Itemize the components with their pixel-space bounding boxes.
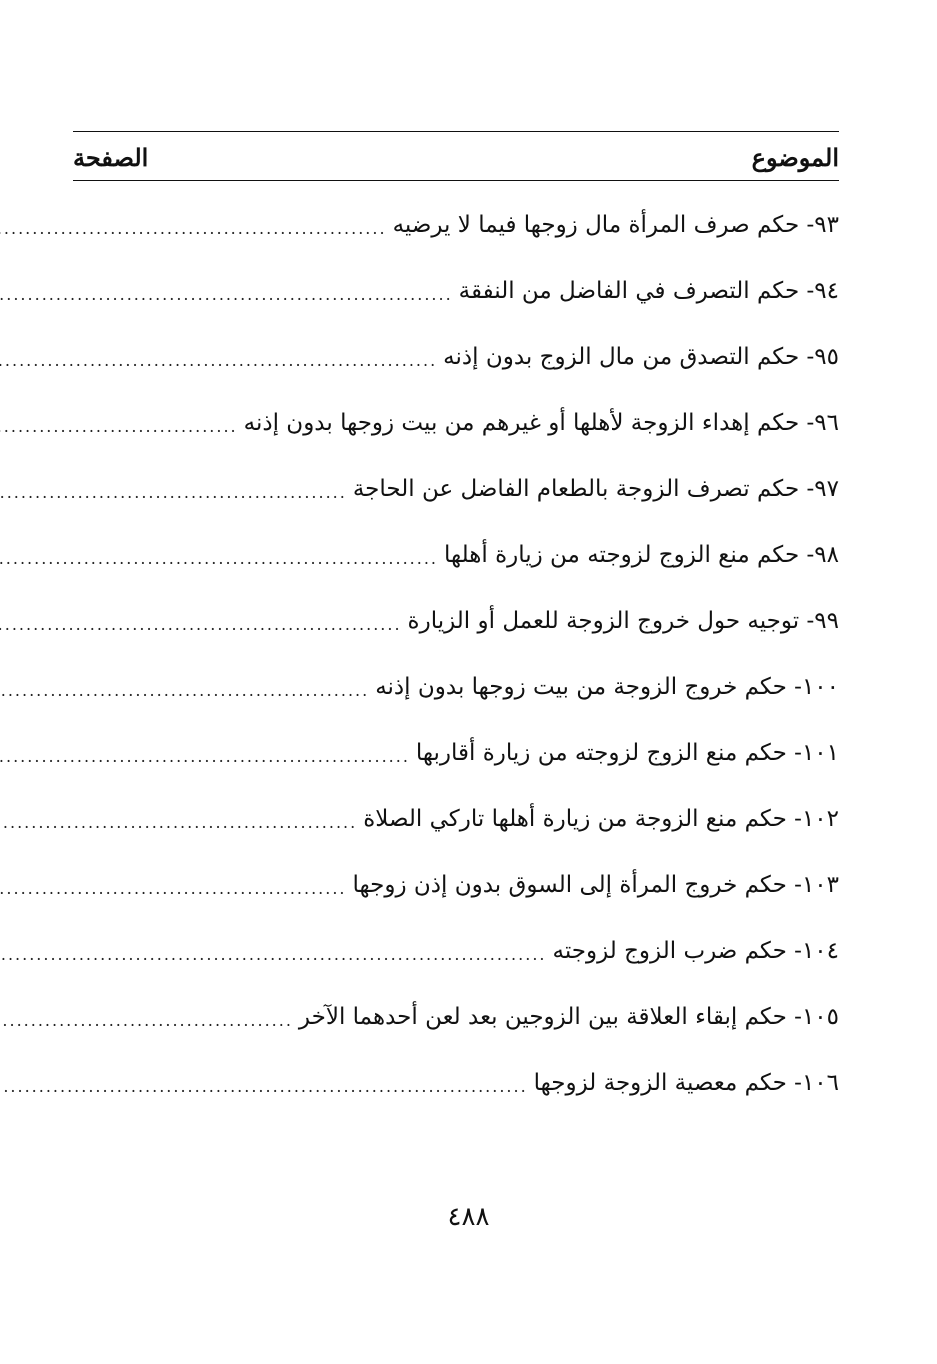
toc-entry-title: ٩٥- حكم التصدق من مال الزوج بدون إذنه — [443, 344, 839, 370]
toc-entry-title: ١٠٣- حكم خروج المرأة إلى السوق بدون إذن زوجها — [352, 872, 839, 898]
toc-entry — [73, 918, 839, 984]
toc-leader-dots — [0, 939, 546, 963]
toc-leader-dots — [0, 1071, 528, 1095]
toc-entry-title: ١٠٥- حكم إبقاء العلاقة بين الزوجين بعد لعن أحدهما الآخر — [298, 1004, 839, 1030]
toc-leader-dots — [0, 543, 438, 567]
toc-entry — [73, 1050, 839, 1116]
header-bottom-rule — [73, 180, 839, 181]
toc-entry — [73, 456, 839, 522]
toc-entry-title: ٩٦- حكم إهداء الزوجة لأهلها أو غيرهم من بيت زوجها بدون إذنه — [243, 410, 839, 436]
toc-leader-dots — [0, 477, 347, 501]
toc-entry — [73, 192, 839, 258]
toc-entry-title: ٩٧- حكم تصرف الزوجة بالطعام الفاضل عن الحاجة — [352, 476, 839, 502]
toc-leader-dots — [0, 213, 387, 237]
toc-leader-dots — [0, 279, 453, 303]
toc-entry — [73, 588, 839, 654]
toc-entry — [73, 390, 839, 456]
toc-header — [73, 138, 839, 176]
page-column-label: الصفحة — [73, 142, 149, 172]
toc-leader-dots — [0, 807, 357, 831]
toc-leader-dots — [0, 345, 437, 369]
toc-entry-title: ١٠٤- حكم ضرب الزوج لزوجته — [552, 938, 839, 964]
page-number: ٤٨٨ — [447, 1202, 490, 1232]
toc-entry — [73, 324, 839, 390]
toc-leader-dots — [0, 609, 402, 633]
toc-entry-title: ٩٣- حكم صرف المرأة مال زوجها فيما لا يرضيه — [392, 212, 839, 238]
table-of-contents — [73, 192, 839, 1116]
toc-entry-title: ١٠٠- حكم خروج الزوجة من بيت زوجها بدون إذنه — [375, 674, 839, 700]
toc-leader-dots — [0, 1005, 293, 1029]
toc-entry-title: ١٠١- حكم منع الزوج لزوجته من زيارة أقاربها — [415, 740, 839, 766]
toc-entry — [73, 258, 839, 324]
toc-entry — [73, 786, 839, 852]
toc-entry-title: ١٠٦- حكم معصية الزوجة لزوجها — [533, 1070, 839, 1096]
toc-entry-title: ١٠٢- حكم منع الزوجة من زيارة أهلها تاركي الصلاة — [363, 806, 839, 832]
toc-leader-dots — [0, 411, 238, 435]
toc-entry — [73, 852, 839, 918]
toc-entry — [73, 654, 839, 720]
toc-leader-dots — [0, 675, 369, 699]
toc-entry-title: ٩٩- توجيه حول خروج الزوجة للعمل أو الزيارة — [407, 608, 839, 634]
header-top-rule — [73, 131, 839, 132]
toc-entry-title: ٩٨- حكم منع الزوج لزوجته من زيارة أهلها — [444, 542, 839, 568]
toc-leader-dots — [0, 741, 410, 765]
toc-leader-dots — [0, 873, 347, 897]
toc-entry-title: ٩٤- حكم التصرف في الفاضل من النفقة — [458, 278, 839, 304]
subject-column-label: الموضوع — [751, 142, 839, 172]
toc-entry — [73, 720, 839, 786]
toc-entry — [73, 522, 839, 588]
toc-entry — [73, 984, 839, 1050]
